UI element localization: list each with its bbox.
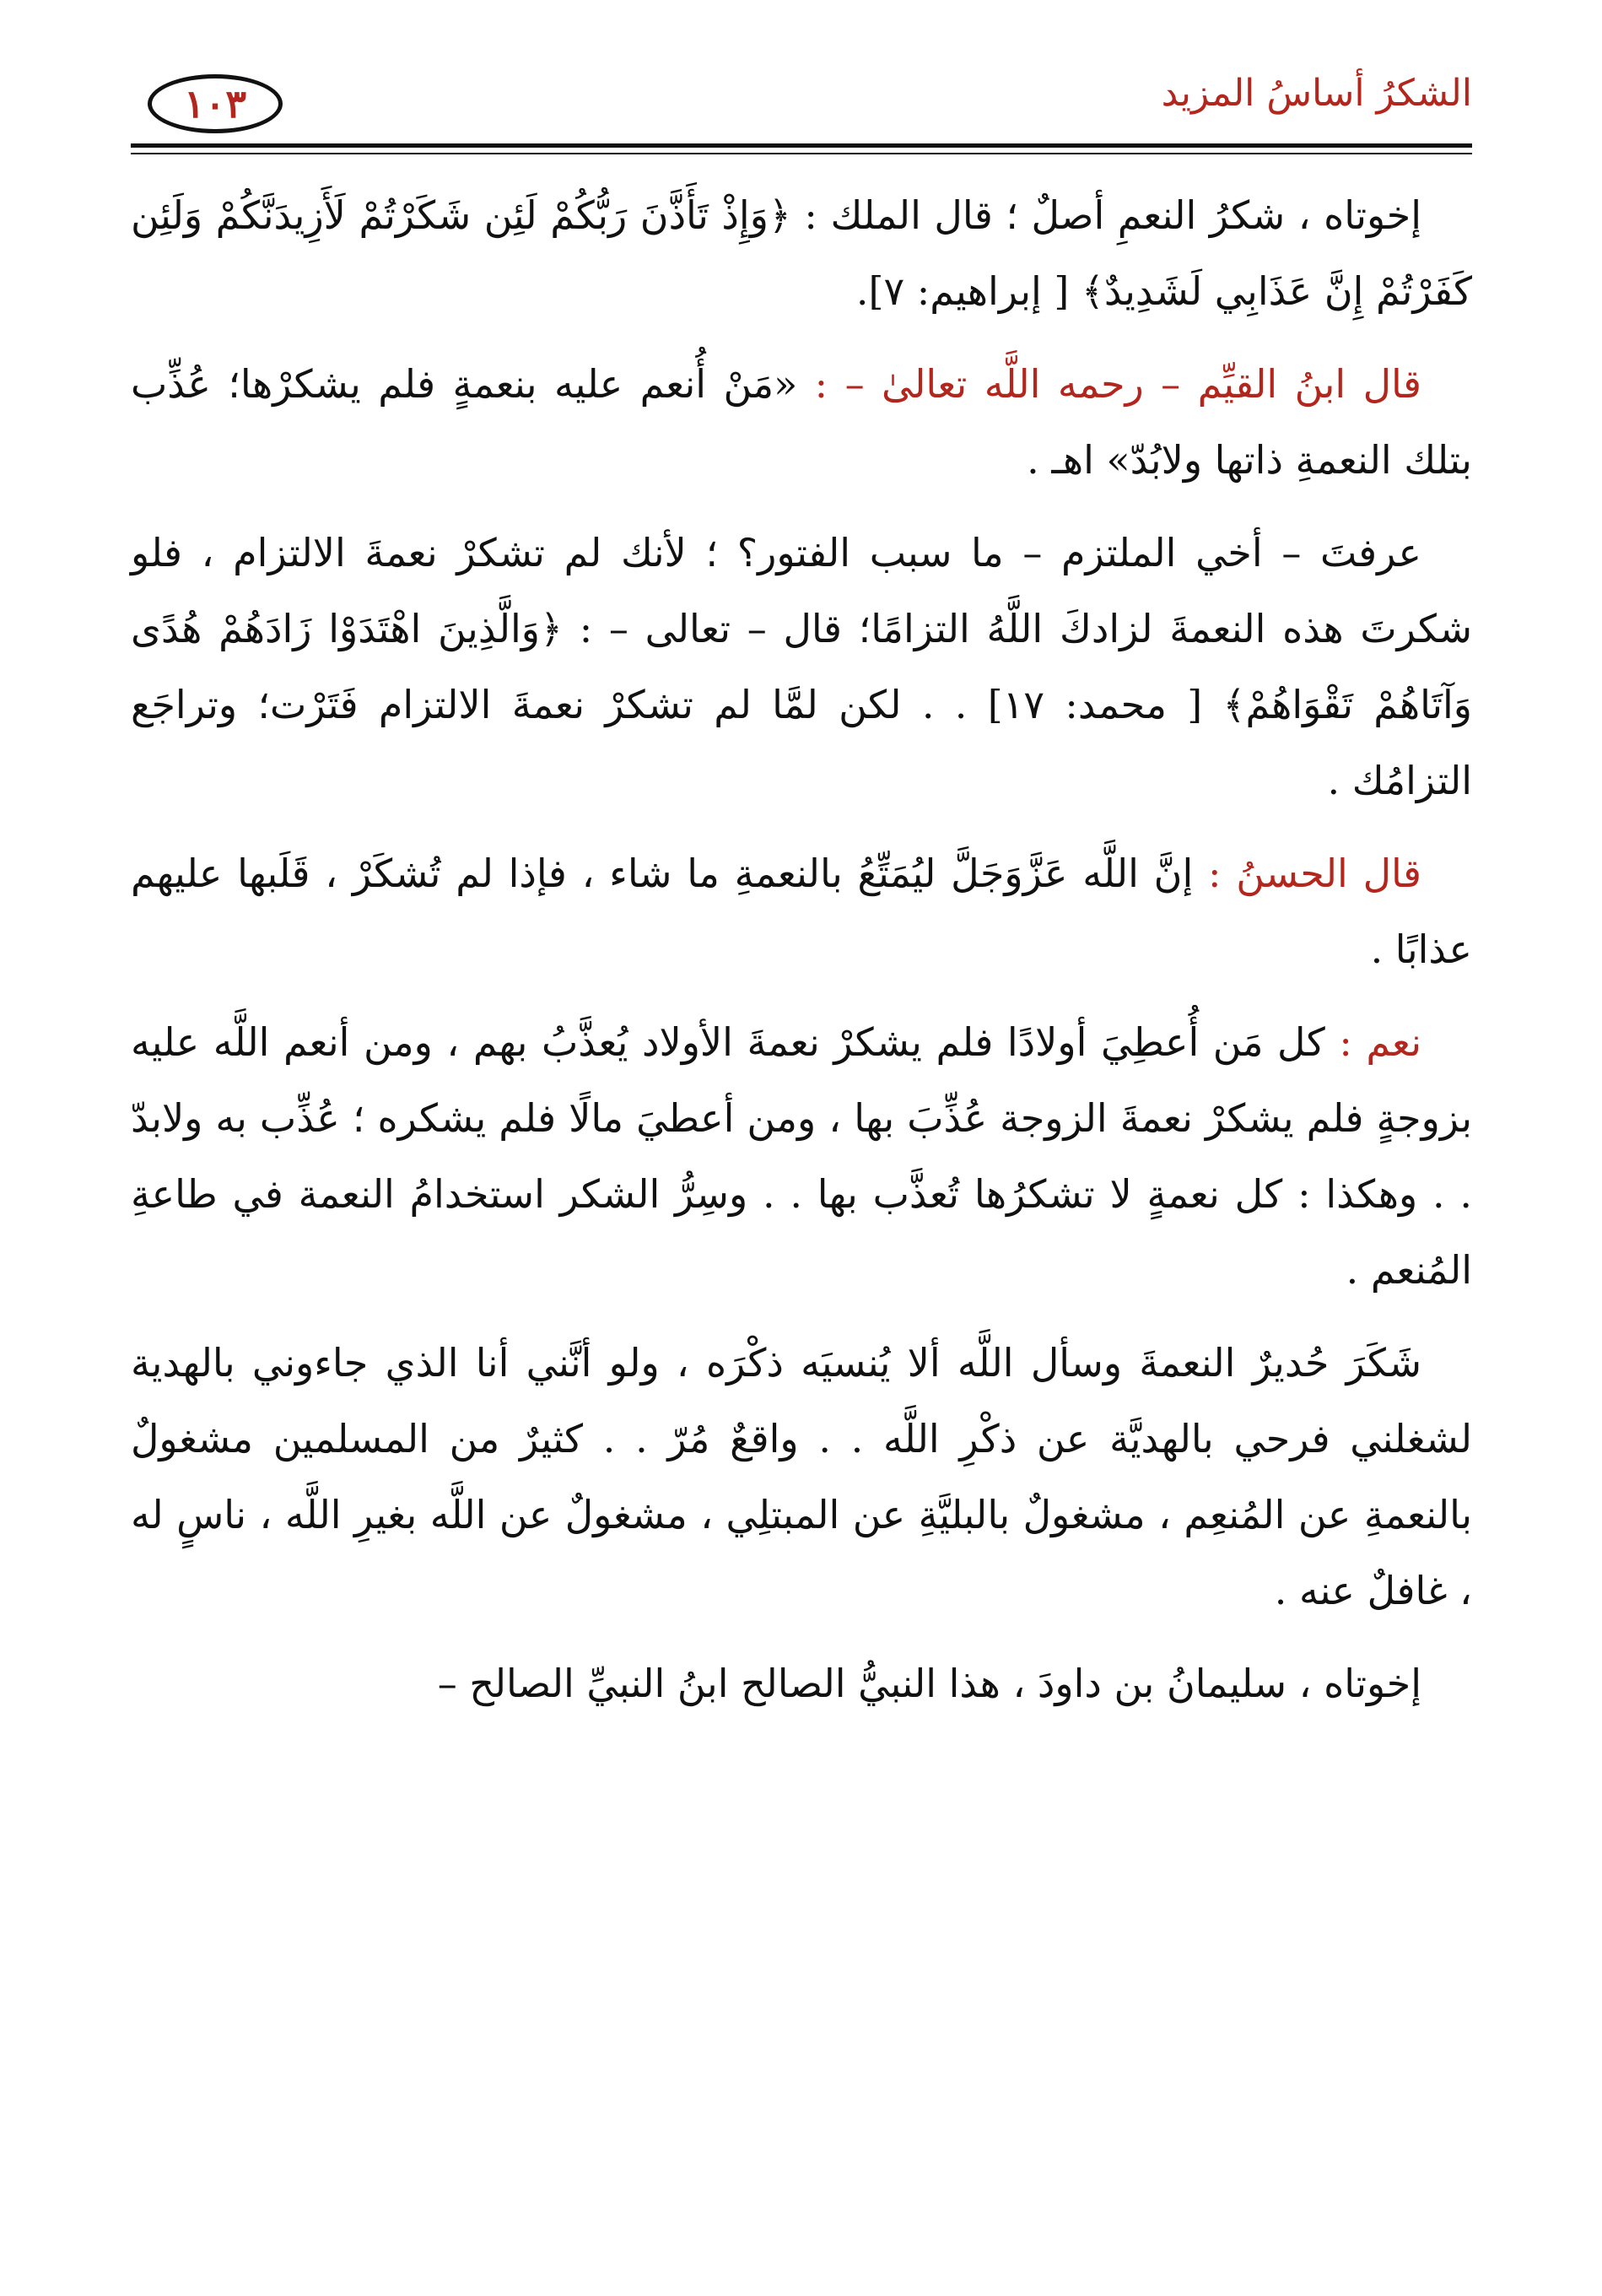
paragraph-text: إنَّ اللَّه عَزَّوَجَلَّ ليُمَتِّعُ بالنعمةِ ما شاء ، فإذا لم تُشكَرْ ، قَلَبها عليهم عذابًا .	[131, 851, 1472, 972]
paragraph-text: إخوتاه ، شكرُ النعمِ أصلٌ ؛ قال الملك : ﴿وَإِذْ تَأَذَّنَ رَبُّكُمْ لَئِن شَكَرْتُمْ لَأَزِيدَنَّكُمْ وَلَئِن كَفَرْتُمْ إِنَّ عَذَابِي لَشَدِيدٌ﴾ [ إبراهيم: ٧].	[131, 192, 1472, 314]
page-body	[131, 177, 1472, 1738]
header-rule-thick	[131, 143, 1472, 148]
paragraph-text: «مَنْ أُنعم عليه بنعمةٍ فلم يشكرْها؛ عُذِّب بتلك النعمةِ ذاتها ولابُدّ» اهـ .	[131, 361, 1472, 483]
paragraph	[131, 177, 1472, 329]
paragraph	[131, 515, 1472, 818]
paragraph-text: شَكَرَ حُديرٌ النعمةَ وسأل اللَّه ألا يُنسيَه ذكْرَه ، ولو أنَّني أنا الذي جاءوني بالهدية لشغلني فرحي بالهديَّة عن ذكْرِ اللَّه . . واقعٌ مُرّ . . كثيرٌ من المسلمين مشغولٌ بالنعمةِ عن المُنعِم ، مشغولٌ بالبليَّةِ عن المبتلِي ، مشغولٌ عن اللَّه بغيرِ اللَّه ، ناسٍ له ، غافلٌ عنه .	[131, 1340, 1472, 1613]
running-title: الشكرُ أساسُ المزيد	[1161, 72, 1472, 115]
paragraph-lead: قال الحسنُ :	[1208, 851, 1421, 896]
page-number: ١٠٣	[148, 74, 283, 133]
paragraph	[131, 1004, 1472, 1308]
paragraph-lead: قال ابنُ القيِّم – رحمه اللَّه تعالىٰ – :	[814, 361, 1421, 407]
paragraph-text: إخوتاه ، سليمانُ بن داودَ ، هذا النبيُّ الصالح ابنُ النبيِّ الصالح –	[437, 1661, 1421, 1706]
paragraph-text: كل مَن أُعطِيَ أولادًا فلم يشكرْ نعمةَ الأولاد يُعذَّبُ بهم ، ومن أنعم اللَّه عليه بزوجةٍ فلم يشكرْ نعمةَ الزوجة عُذِّبَ بها ، ومن أعطيَ مالًا فلم يشكره ؛ عُذِّب به ولابدّ . . وهكذا : كل نعمةٍ لا تشكرُها تُعذَّب بها . . وسِرُّ الشكر استخدامُ النعمة في طاعةِ المُنعم .	[131, 1019, 1472, 1293]
paragraph-text: عرفتَ – أخي الملتزم – ما سبب الفتور؟ ؛ لأنك لم تشكرْ نعمةَ الالتزام ، فلو شكرتَ هذه النعمةَ لزادكَ اللَّهُ التزامًا؛ قال – تعالى – : ﴿وَالَّذِينَ اهْتَدَوْا زَادَهُمْ هُدًى وَآتَاهُمْ تَقْوَاهُمْ﴾ [ محمد: ١٧] . . لكن لمَّا لم تشكرْ نعمةَ الالتزام فَتَرْت؛ وتراجَع التزامُك .	[131, 530, 1472, 803]
header-rule-thin	[131, 153, 1472, 154]
paragraph-lead: نعم :	[1339, 1019, 1421, 1065]
paragraph	[131, 1645, 1472, 1721]
paragraph	[131, 1325, 1472, 1629]
page-header	[131, 59, 1472, 152]
paragraph	[131, 346, 1472, 498]
paragraph	[131, 835, 1472, 987]
